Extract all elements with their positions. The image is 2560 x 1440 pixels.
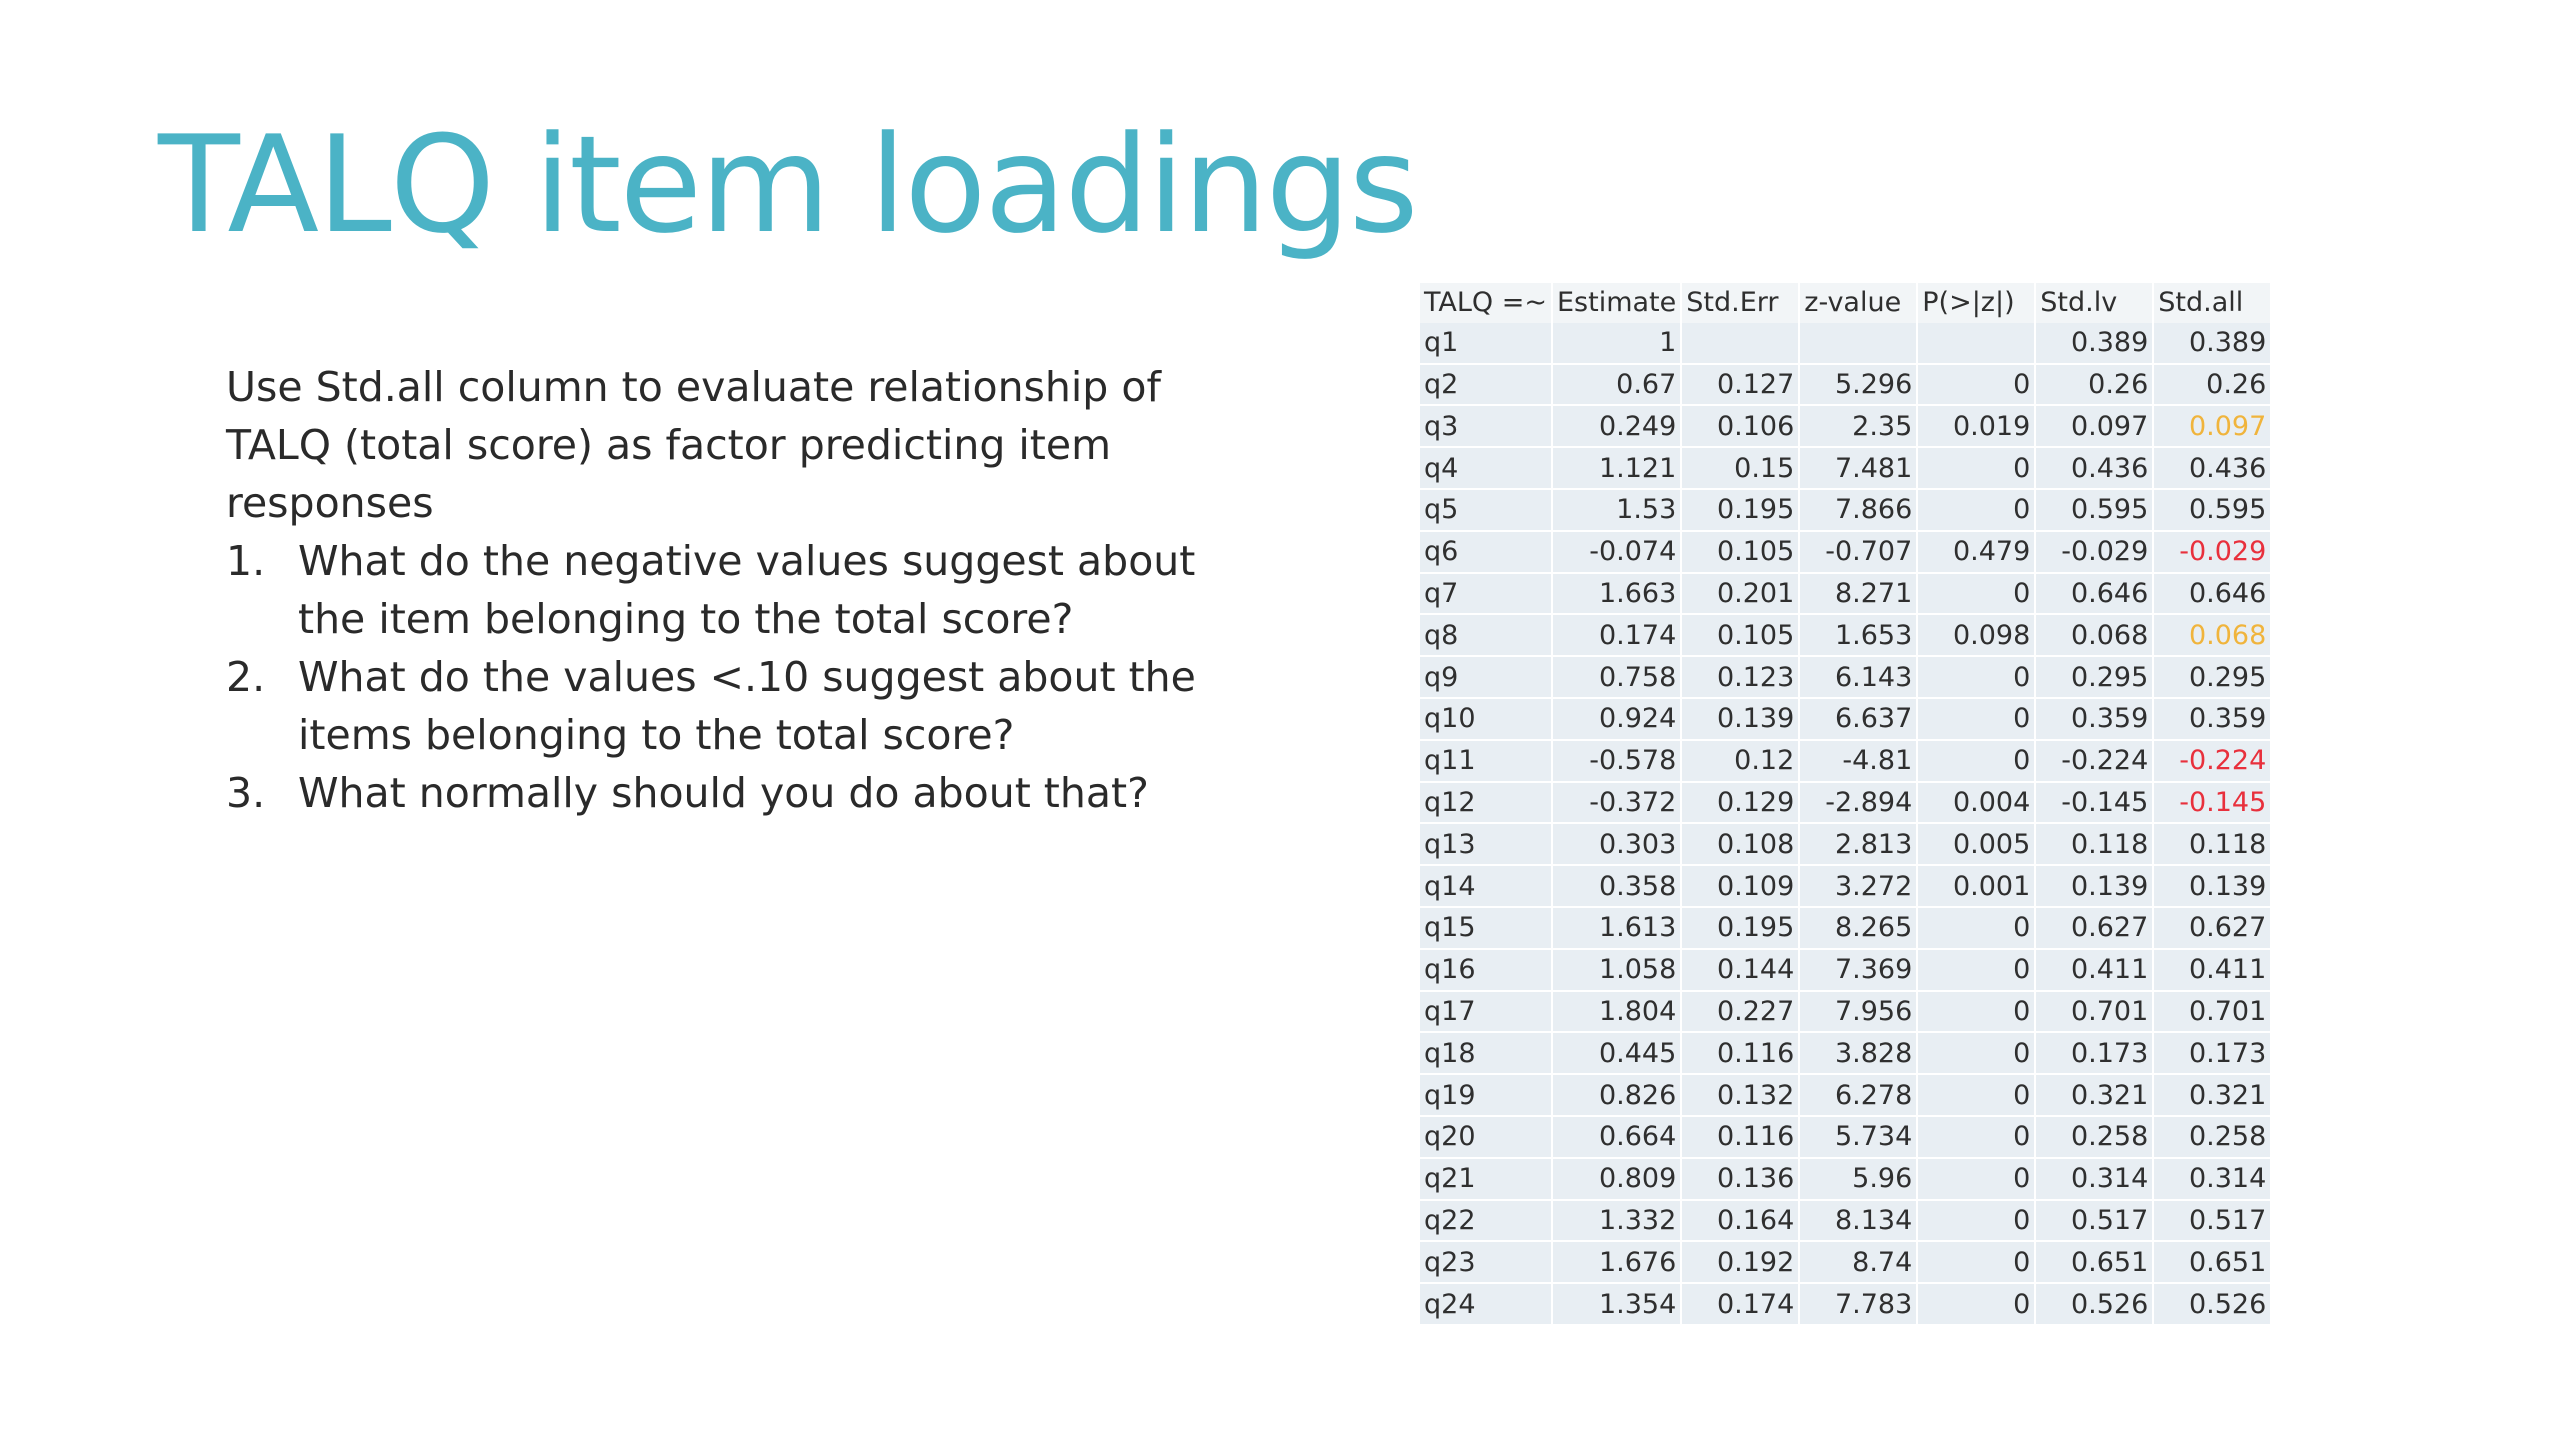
row-label-cell: q6 [1420,532,1551,574]
table-cell: 0.517 [2154,1201,2270,1243]
table-cell [1918,323,2034,365]
question-number: 3. [226,769,266,817]
table-cell: 1.354 [1553,1284,1680,1326]
table-cell: 0 [1918,908,2034,950]
table-cell: 5.734 [1800,1117,1916,1159]
table-cell: 1.804 [1553,992,1680,1034]
table-cell: 0.595 [2154,490,2270,532]
table-cell: -0.224 [2154,741,2270,783]
table-cell: 1.121 [1553,448,1680,490]
table-cell: 0.227 [1682,992,1798,1034]
table-cell: -0.145 [2036,783,2152,825]
row-label-cell: q18 [1420,1033,1551,1075]
table-cell: 0.67 [1553,365,1680,407]
table-cell: 0.258 [2154,1117,2270,1159]
table-cell: 0.627 [2036,908,2152,950]
table-row [1420,992,2270,1034]
table-cell: 0.068 [2154,615,2270,657]
table-cell: 0.664 [1553,1117,1680,1159]
table-cell: 5.96 [1800,1159,1916,1201]
table-cell: 0 [1918,1159,2034,1201]
table-cell: 0 [1918,1242,2034,1284]
table-cell: 0.295 [2154,657,2270,699]
row-label-cell: q20 [1420,1117,1551,1159]
row-label-cell: q21 [1420,1159,1551,1201]
table-cell: 0.001 [1918,866,2034,908]
row-label-cell: q23 [1420,1242,1551,1284]
table-row [1420,490,2270,532]
table-cell: 7.369 [1800,950,1916,992]
table-cell: 0.701 [2154,992,2270,1034]
table-row [1420,1117,2270,1159]
table-cell: 1.53 [1553,490,1680,532]
table-cell: 1.058 [1553,950,1680,992]
table-cell: 0.651 [2036,1242,2152,1284]
table-cell [1800,323,1916,365]
table-cell: 8.74 [1800,1242,1916,1284]
table-row [1420,657,2270,699]
table-cell: 1.676 [1553,1242,1680,1284]
intro-text: Use Std.all column to evaluate relationship of TALQ (total score) as factor predicting item responses [226,363,1161,527]
table-cell: 7.783 [1800,1284,1916,1326]
table-cell: 0.321 [2036,1075,2152,1117]
table-cell: 0.139 [1682,699,1798,741]
table-row [1420,448,2270,490]
table-cell: 0.174 [1553,615,1680,657]
table-row [1420,741,2270,783]
table-cell: 0 [1918,992,2034,1034]
question-list [226,532,1206,822]
table-cell: 0.123 [1682,657,1798,699]
table-cell: 0.097 [2036,406,2152,448]
question-item [226,532,1206,648]
table-cell: -0.029 [2036,532,2152,574]
table-cell: 7.481 [1800,448,1916,490]
table-cell: 0 [1918,741,2034,783]
table-row [1420,532,2270,574]
table-cell: 0 [1918,1201,2034,1243]
row-label-cell: q7 [1420,574,1551,616]
row-label-cell: q24 [1420,1284,1551,1326]
row-label-cell: q10 [1420,699,1551,741]
table-cell: 0.295 [2036,657,2152,699]
table-cell: 7.866 [1800,490,1916,532]
table-cell: 0.701 [2036,992,2152,1034]
table-cell: 0.12 [1682,741,1798,783]
row-label-cell: q12 [1420,783,1551,825]
row-label-cell: q5 [1420,490,1551,532]
table-cell: 0.595 [2036,490,2152,532]
table-cell: 0.144 [1682,950,1798,992]
table-cell: -0.578 [1553,741,1680,783]
table-cell: 0.195 [1682,490,1798,532]
row-label-cell: q15 [1420,908,1551,950]
question-item [226,648,1206,764]
table-cell: 3.272 [1800,866,1916,908]
table-cell: 0.174 [1682,1284,1798,1326]
loadings-table-container [1418,283,2272,1326]
row-label-cell: q1 [1420,323,1551,365]
table-cell: 1.653 [1800,615,1916,657]
table-cell: 8.271 [1800,574,1916,616]
table-cell: 0.068 [2036,615,2152,657]
table-cell: 0.173 [2036,1033,2152,1075]
row-label-cell: q17 [1420,992,1551,1034]
question-text: What do the negative values suggest about the item belonging to the total score? [298,537,1196,643]
table-cell: 0 [1918,1033,2034,1075]
table-cell: 0.479 [1918,532,2034,574]
table-row [1420,615,2270,657]
table-cell: 0.517 [2036,1201,2152,1243]
table-cell: 0.651 [2154,1242,2270,1284]
loadings-table [1418,283,2272,1326]
table-cell: -0.145 [2154,783,2270,825]
table-cell: 0.105 [1682,615,1798,657]
table-cell: 0 [1918,950,2034,992]
table-cell: 3.828 [1800,1033,1916,1075]
table-cell: -0.707 [1800,532,1916,574]
table-cell: 0 [1918,1117,2034,1159]
table-cell: 0.314 [2154,1159,2270,1201]
table-cell: 0.118 [2154,824,2270,866]
table-cell: 0.109 [1682,866,1798,908]
table-cell: 0 [1918,1284,2034,1326]
table-cell: 0.116 [1682,1117,1798,1159]
table-cell: -0.224 [2036,741,2152,783]
row-label-cell: q22 [1420,1201,1551,1243]
table-cell: 0 [1918,490,2034,532]
column-header: z-value [1800,283,1916,323]
table-cell: 0.411 [2154,950,2270,992]
table-cell: 7.956 [1800,992,1916,1034]
table-cell: 0.445 [1553,1033,1680,1075]
table-cell: 0.192 [1682,1242,1798,1284]
table-row [1420,1284,2270,1326]
table-cell: 0.105 [1682,532,1798,574]
table-cell: 0.249 [1553,406,1680,448]
table-cell [1682,323,1798,365]
table-cell: 0.195 [1682,908,1798,950]
question-text: What do the values <.10 suggest about the items belonging to the total score? [298,653,1196,759]
table-cell: 0.004 [1918,783,2034,825]
column-header: Std.Err [1682,283,1798,323]
table-cell: 8.265 [1800,908,1916,950]
row-label-cell: q19 [1420,1075,1551,1117]
table-cell: 0.098 [1918,615,2034,657]
table-row [1420,1159,2270,1201]
row-label-cell: q9 [1420,657,1551,699]
row-label-cell: q11 [1420,741,1551,783]
table-row [1420,1242,2270,1284]
table-cell: 0.389 [2154,323,2270,365]
table-cell: 0.809 [1553,1159,1680,1201]
table-cell: 0.359 [2154,699,2270,741]
table-cell: 2.35 [1800,406,1916,448]
table-cell: 1 [1553,323,1680,365]
table-cell: 0.132 [1682,1075,1798,1117]
table-cell: 6.143 [1800,657,1916,699]
slide-title: TALQ item loadings [158,107,1417,263]
table-cell: 0.359 [2036,699,2152,741]
table-cell: 0.526 [2154,1284,2270,1326]
table-cell: 0.106 [1682,406,1798,448]
table-cell: 0.436 [2154,448,2270,490]
table-cell: 0.646 [2154,574,2270,616]
table-row [1420,323,2270,365]
table-row [1420,783,2270,825]
table-cell: 8.134 [1800,1201,1916,1243]
question-number: 2. [226,653,266,701]
table-cell: 1.663 [1553,574,1680,616]
table-cell: 0.129 [1682,783,1798,825]
table-row [1420,574,2270,616]
table-cell: 0.758 [1553,657,1680,699]
row-label-cell: q4 [1420,448,1551,490]
table-cell: 0.108 [1682,824,1798,866]
table-cell: 0 [1918,574,2034,616]
table-cell: 0.26 [2036,365,2152,407]
table-cell: 0.118 [2036,824,2152,866]
column-header: Std.all [2154,283,2270,323]
table-cell: 0.019 [1918,406,2034,448]
table-cell: 0.26 [2154,365,2270,407]
table-cell: 0.436 [2036,448,2152,490]
table-cell: 0.097 [2154,406,2270,448]
table-cell: 0.826 [1553,1075,1680,1117]
table-cell: 0.303 [1553,824,1680,866]
table-cell: 0.358 [1553,866,1680,908]
table-cell: -0.029 [2154,532,2270,574]
column-header: TALQ =~ [1420,283,1551,323]
table-row [1420,824,2270,866]
table-cell: 0.201 [1682,574,1798,616]
table-cell: 0.139 [2154,866,2270,908]
table-cell: 2.813 [1800,824,1916,866]
table-cell: 0.646 [2036,574,2152,616]
table-cell: 0.526 [2036,1284,2152,1326]
table-body [1420,323,2270,1326]
table-cell: 0.136 [1682,1159,1798,1201]
question-number: 1. [226,537,266,585]
table-cell: 0.173 [2154,1033,2270,1075]
table-cell: 5.296 [1800,365,1916,407]
table-row [1420,699,2270,741]
table-cell: 0.127 [1682,365,1798,407]
question-text: What normally should you do about that? [298,769,1149,817]
table-cell: 0 [1918,448,2034,490]
table-cell: -4.81 [1800,741,1916,783]
table-cell: 1.332 [1553,1201,1680,1243]
table-cell: 0.627 [2154,908,2270,950]
table-cell: -0.074 [1553,532,1680,574]
table-cell: 0.15 [1682,448,1798,490]
table-cell: 0 [1918,699,2034,741]
column-header: P(>|z|) [1918,283,2034,323]
table-cell: 0.164 [1682,1201,1798,1243]
question-item [226,764,1206,822]
table-row [1420,1033,2270,1075]
table-cell: 1.613 [1553,908,1680,950]
table-row [1420,866,2270,908]
table-cell: 0.411 [2036,950,2152,992]
table-cell: 6.278 [1800,1075,1916,1117]
row-label-cell: q8 [1420,615,1551,657]
table-cell: 0 [1918,657,2034,699]
table-cell: 0.139 [2036,866,2152,908]
table-cell: 0 [1918,1075,2034,1117]
table-header-row [1420,283,2270,323]
table-cell: 0.314 [2036,1159,2152,1201]
column-header: Estimate [1553,283,1680,323]
table-cell: 0.924 [1553,699,1680,741]
row-label-cell: q14 [1420,866,1551,908]
table-cell: 0 [1918,365,2034,407]
table-cell: 0.005 [1918,824,2034,866]
table-row [1420,950,2270,992]
row-label-cell: q3 [1420,406,1551,448]
table-row [1420,406,2270,448]
row-label-cell: q13 [1420,824,1551,866]
table-cell: -0.372 [1553,783,1680,825]
table-row [1420,1201,2270,1243]
table-cell: 0.389 [2036,323,2152,365]
slide-body [226,358,1206,822]
table-cell: 0.258 [2036,1117,2152,1159]
table-cell: 0.116 [1682,1033,1798,1075]
table-row [1420,1075,2270,1117]
row-label-cell: q2 [1420,365,1551,407]
table-cell: 0.321 [2154,1075,2270,1117]
table-cell: 6.637 [1800,699,1916,741]
table-row [1420,908,2270,950]
table-row [1420,365,2270,407]
table-cell: -2.894 [1800,783,1916,825]
column-header: Std.lv [2036,283,2152,323]
row-label-cell: q16 [1420,950,1551,992]
